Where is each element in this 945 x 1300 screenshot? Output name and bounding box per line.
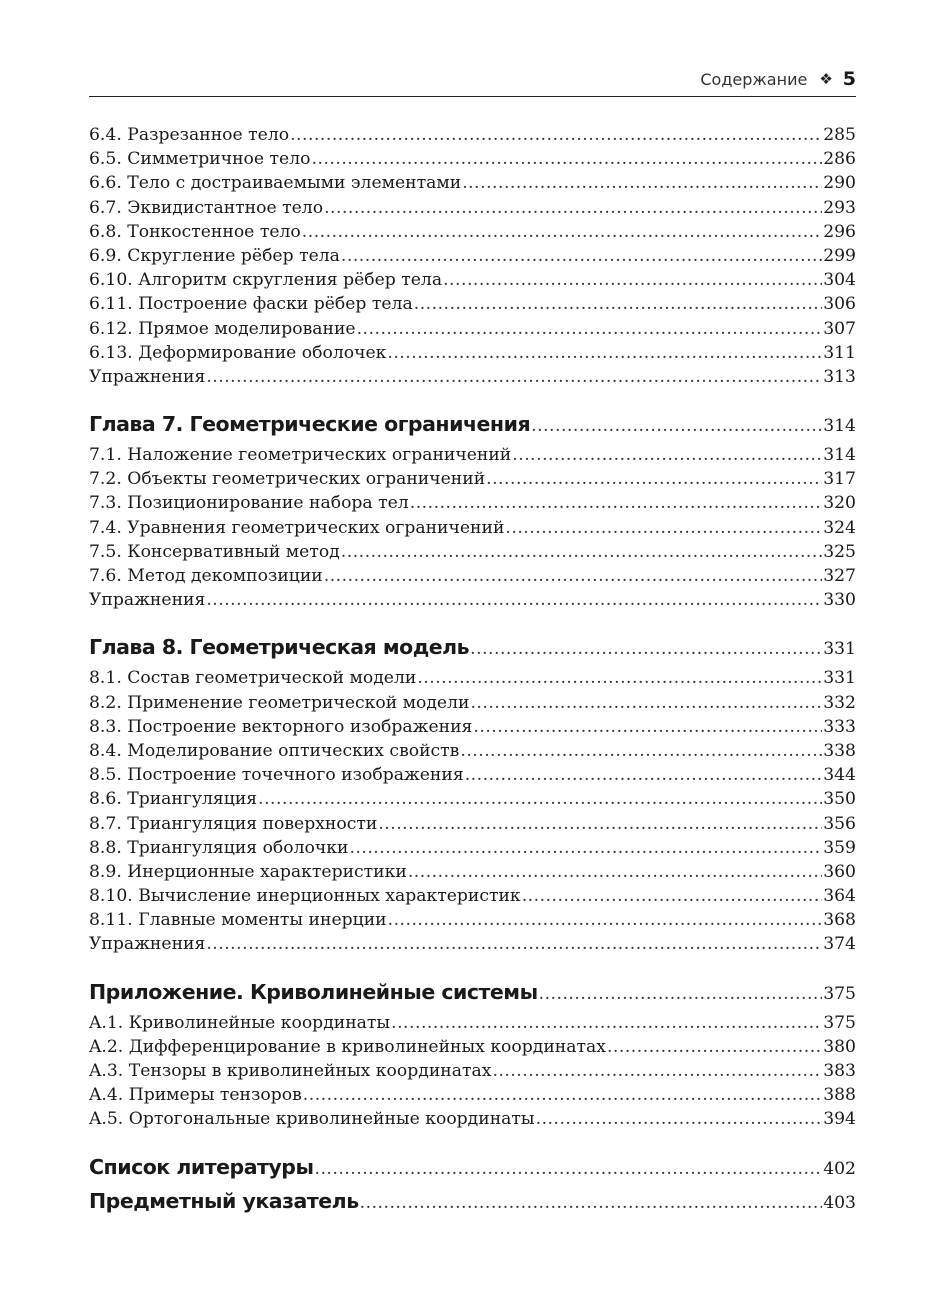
dot-leader — [258, 787, 822, 811]
toc-page-number: 327 — [823, 566, 856, 586]
toc-entry — [89, 147, 856, 171]
toc-entry — [89, 491, 856, 515]
toc-entry — [89, 268, 856, 292]
toc-entry — [89, 787, 856, 811]
dot-leader — [470, 634, 822, 664]
toc-page-number: 332 — [823, 692, 856, 713]
toc-chapter-heading — [89, 632, 856, 662]
toc-page-number: 364 — [823, 886, 856, 907]
toc-page-number: 311 — [823, 342, 856, 363]
toc-entry — [89, 1035, 856, 1059]
dot-leader — [206, 365, 822, 389]
table-of-contents — [89, 123, 856, 1220]
toc-entry — [89, 244, 856, 268]
toc-page-number: 331 — [823, 668, 856, 689]
dot-leader — [417, 666, 822, 690]
toc-chapter-heading — [89, 977, 856, 1007]
toc-entry-title: A.5. Ортогональные криволинейные координаты — [89, 1109, 535, 1130]
toc-entry-title: A.4. Примеры тензоров — [89, 1085, 302, 1106]
toc-page-number: 324 — [823, 517, 856, 538]
dot-leader — [539, 979, 823, 1009]
dot-leader — [470, 691, 822, 715]
dot-leader — [512, 443, 822, 467]
dot-leader — [357, 317, 823, 341]
toc-entry — [89, 884, 856, 908]
dot-leader — [303, 1083, 822, 1107]
toc-entry-title: Приложение. Криволинейные системы — [89, 979, 538, 1004]
toc-chapter-heading — [89, 1152, 856, 1182]
toc-entry-title: Упражнения — [89, 366, 206, 387]
toc-entry — [89, 666, 856, 690]
toc-entry — [89, 1083, 856, 1107]
toc-page-number: 286 — [823, 149, 856, 170]
toc-entry-title: 6.8. Тонкостенное тело — [89, 221, 301, 242]
dot-leader — [360, 1188, 823, 1218]
toc-entry-title: 8.1. Состав геометрической модели — [89, 668, 417, 689]
toc-page-number: 307 — [823, 318, 856, 339]
toc-entry-title: 8.11. Главные моменты инерции — [89, 910, 387, 931]
ornament-icon: ❖ — [819, 70, 833, 88]
dot-leader — [341, 244, 822, 268]
toc-page-number: 356 — [823, 813, 856, 834]
dot-leader — [206, 588, 822, 612]
toc-entry-title: 8.7. Триангуляция поверхности — [89, 813, 378, 834]
toc-page-number: 375 — [823, 1012, 856, 1033]
toc-page-number: 330 — [823, 590, 856, 611]
toc-entry-title: Глава 8. Геометрическая модель — [89, 635, 470, 660]
toc-entry — [89, 516, 856, 540]
dot-leader — [492, 1059, 822, 1083]
toc-entry — [89, 763, 856, 787]
toc-entry-title: 6.7. Эквидистантное тело — [89, 197, 324, 218]
toc-entry-title: 6.5. Симметричное тело — [89, 149, 311, 170]
toc-chapter-heading — [89, 1186, 856, 1216]
dot-leader — [505, 516, 822, 540]
toc-entry-title: 6.12. Прямое моделирование — [89, 318, 356, 339]
toc-page-number: 293 — [823, 197, 856, 218]
dot-leader — [341, 540, 822, 564]
toc-page-number: 314 — [823, 445, 856, 466]
toc-entry-title: 6.6. Тело с достраиваемыми элементами — [89, 173, 462, 194]
toc-entry — [89, 196, 856, 220]
dot-leader — [312, 147, 823, 171]
toc-entry-title: 7.1. Наложение геометрических ограничений — [89, 445, 512, 466]
toc-page-number: 375 — [823, 983, 856, 1004]
toc-entry-title: Упражнения — [89, 590, 206, 611]
dot-leader — [388, 908, 823, 932]
toc-page-number: 333 — [823, 716, 856, 737]
toc-entry-title: A.2. Дифференцирование в криволинейных координатах — [89, 1036, 606, 1057]
toc-page-number: 380 — [823, 1036, 856, 1057]
toc-entry — [89, 365, 856, 389]
toc-entry-title: Список литературы — [89, 1154, 314, 1179]
dot-leader — [315, 1154, 823, 1184]
toc-entry-title: A.3. Тензоры в криволинейных координатах — [89, 1061, 492, 1081]
toc-page-number: 360 — [823, 861, 856, 882]
toc-entry-title: 7.6. Метод декомпозиции — [89, 566, 323, 586]
toc-entry — [89, 443, 856, 467]
dot-leader — [410, 491, 822, 515]
toc-entry — [89, 123, 856, 147]
dot-leader — [206, 932, 822, 956]
toc-entry — [89, 932, 856, 956]
toc-page-number: 350 — [823, 789, 856, 810]
dot-leader — [302, 220, 822, 244]
toc-entry-title: A.1. Криволинейные координаты — [89, 1012, 391, 1033]
toc-entry-title: 7.4. Уравнения геометрических ограничений — [89, 517, 505, 538]
toc-entry — [89, 836, 856, 860]
dot-leader — [324, 564, 822, 588]
toc-page-number: 331 — [823, 639, 856, 660]
dot-leader — [462, 171, 822, 195]
toc-entry-title: 8.8. Триангуляция оболочки — [89, 837, 349, 858]
toc-page-number: 314 — [823, 416, 856, 437]
toc-entry — [89, 1011, 856, 1035]
toc-page-number: 325 — [823, 541, 856, 562]
toc-entry-title: Глава 7. Геометрические ограничения — [89, 412, 531, 437]
toc-page-number: 306 — [823, 294, 856, 315]
toc-entry-title: 6.13. Деформирование оболочек — [89, 342, 387, 363]
toc-chapter-heading — [89, 409, 856, 439]
dot-leader — [460, 739, 822, 763]
toc-page-number: 290 — [823, 173, 856, 194]
toc-entry-title: 8.5. Построение точечного изображения — [89, 765, 464, 786]
toc-entry — [89, 588, 856, 612]
toc-entry — [89, 860, 856, 884]
toc-page-number: 338 — [823, 740, 856, 761]
toc-page-number: 296 — [823, 221, 856, 242]
toc-page-number: 320 — [823, 493, 856, 514]
dot-leader — [443, 268, 822, 292]
dot-leader — [607, 1035, 822, 1059]
running-header-title: Содержание — [700, 69, 808, 89]
toc-page-number: 368 — [823, 910, 856, 931]
toc-page-number: 374 — [823, 934, 856, 955]
toc-entry-title: 6.11. Построение фаски рёбер тела — [89, 294, 413, 315]
toc-entry-title: 8.6. Триангуляция — [89, 789, 258, 810]
dot-leader — [324, 196, 822, 220]
dot-leader — [349, 836, 822, 860]
page-number: 5 — [842, 68, 856, 90]
toc-page-number: 299 — [823, 245, 856, 266]
toc-entry-title: 7.2. Объекты геометрических ограничений — [89, 469, 486, 490]
toc-entry — [89, 715, 856, 739]
toc-page-number: 383 — [823, 1061, 856, 1081]
toc-page-number: 313 — [823, 366, 856, 387]
toc-entry — [89, 812, 856, 836]
toc-page-number: 285 — [823, 125, 856, 145]
toc-page-number: 402 — [823, 1158, 856, 1179]
dot-leader — [465, 763, 823, 787]
toc-entry — [89, 1107, 856, 1131]
toc-entry-title: 8.10. Вычисление инерционных характеристик — [89, 886, 521, 907]
dot-leader — [391, 1011, 822, 1035]
dot-leader — [290, 123, 822, 147]
toc-entry-title: 8.9. Инерционные характеристики — [89, 861, 407, 882]
dot-leader — [486, 467, 822, 491]
toc-entry — [89, 467, 856, 491]
toc-entry-title: 6.4. Разрезанное тело — [89, 125, 290, 145]
toc-page-number: 344 — [823, 765, 856, 786]
dot-leader — [378, 812, 822, 836]
dot-leader — [387, 341, 822, 365]
toc-entry — [89, 739, 856, 763]
toc-entry — [89, 171, 856, 195]
toc-page-number: 388 — [823, 1085, 856, 1106]
toc-entry — [89, 1059, 856, 1083]
toc-entry — [89, 540, 856, 564]
toc-entry-title: 6.10. Алгоритм скругления рёбер тела — [89, 270, 443, 291]
toc-entry-title: 8.2. Применение геометрической модели — [89, 692, 470, 713]
toc-entry — [89, 292, 856, 316]
toc-page-number: 304 — [823, 270, 856, 291]
toc-entry — [89, 564, 856, 588]
toc-entry-title: 8.3. Построение векторного изображения — [89, 716, 473, 737]
toc-page-number: 403 — [823, 1192, 856, 1213]
toc-page-number: 394 — [823, 1109, 856, 1130]
toc-entry — [89, 691, 856, 715]
running-header — [89, 62, 856, 97]
toc-page-number: 359 — [823, 837, 856, 858]
toc-entry — [89, 341, 856, 365]
toc-entry — [89, 220, 856, 244]
toc-entry — [89, 317, 856, 341]
toc-entry-title: 7.5. Консервативный метод — [89, 541, 340, 562]
dot-leader — [473, 715, 822, 739]
toc-entry-title: 7.3. Позиционирование набора тел — [89, 493, 409, 514]
dot-leader — [522, 884, 823, 908]
toc-entry-title: 8.4. Моделирование оптических свойств — [89, 740, 460, 761]
dot-leader — [536, 1107, 823, 1131]
toc-entry — [89, 908, 856, 932]
toc-page-number: 317 — [823, 469, 856, 490]
dot-leader — [414, 292, 822, 316]
toc-entry-title: Предметный указатель — [89, 1188, 359, 1213]
dot-leader — [408, 860, 822, 884]
dot-leader — [531, 411, 822, 441]
toc-entry-title: 6.9. Скругление рёбер тела — [89, 245, 340, 266]
toc-entry-title: Упражнения — [89, 934, 206, 955]
